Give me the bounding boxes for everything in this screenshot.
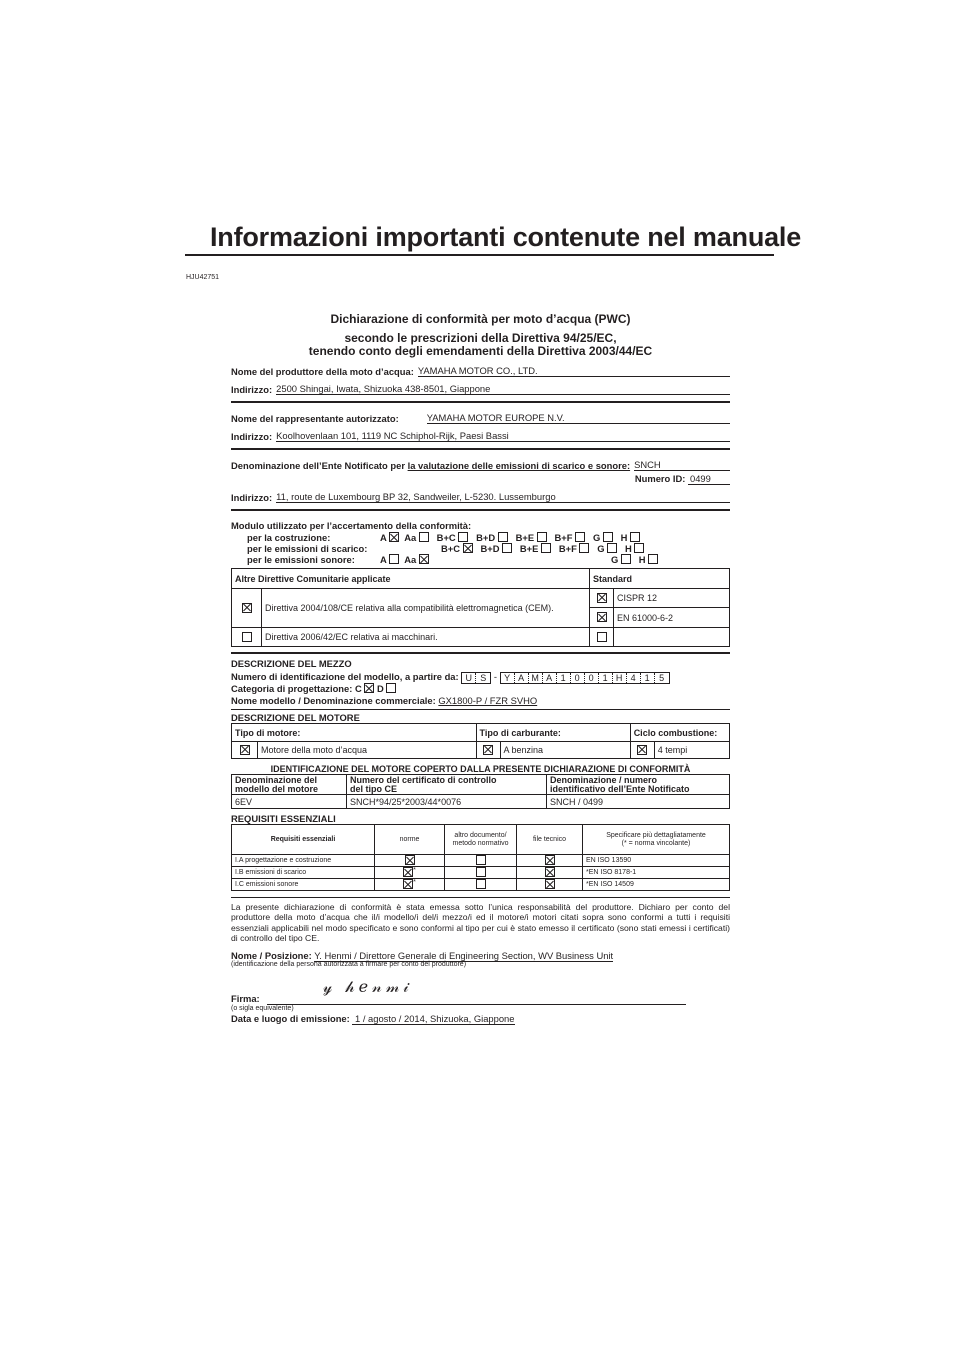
separator — [231, 897, 730, 898]
engine-table: Tipo di motore: Tipo di carburante: Ciclo combustione: Motore della moto d’acqua A benzina 4 tempi — [231, 723, 730, 759]
checkbox-checked — [597, 593, 607, 603]
signatory-row: Nome / Posizione: Y. Henmi / Direttore Generale di Engineering Section, WV Business Unit — [231, 949, 614, 961]
representative-address-row: Indirizzo: Koolhovenlaan 101, 1119 NC Schiphol-Rijk, Paesi Bassi — [231, 430, 730, 442]
separator — [231, 401, 730, 403]
checkbox-checked — [545, 867, 555, 877]
checkbox-empty — [476, 867, 486, 877]
checkbox-empty — [537, 532, 547, 542]
other-directives-table: Altre Direttive Comunitarie applicate Standard Direttiva 2004/108/CE relativa alla compatibilità elettromagnetica (CEM). CISPR 12 EN 61000-6-2 Direttiva 2006/42/EC relativa ai macchinari. — [231, 568, 730, 647]
checkbox-checked — [483, 745, 493, 755]
engine-identification-title: IDENTIFICAZIONE DEL MOTORE COPERTO DALLA PRESENTE DICHIARAZIONE DI CONFORMITÀ — [270, 764, 691, 774]
notified-body-address-row: Indirizzo: 11, route de Luxembourg BP 32, Sandweiler, L-5230. Lussemburgo — [231, 491, 730, 503]
vehicle-id-row: Numero di identificazione del modello, a partire da: U S - Y A M A 1 0 0 1 H 4 1 5 — [231, 670, 730, 683]
checkbox-empty — [498, 532, 508, 542]
essential-requirements-title: REQUISITI ESSENZIALI — [231, 813, 336, 824]
checkbox-empty — [634, 543, 644, 553]
checkbox-empty — [579, 543, 589, 553]
checkbox-empty — [458, 532, 468, 542]
engine-identification-table: Denominazione del modello del motore Numero del certificato di controllo del tipo CE Denominazione / numero identificativo dell’Ente Notificato 6EV SNCH*94/25*2003/44*0076 SNCH / 0499 — [231, 774, 730, 809]
separator — [231, 448, 730, 450]
checkbox-empty — [502, 543, 512, 553]
declaration-subtitle: secondo le prescrizioni della Direttiva 94/25/EC, tenendo conto degli emendamenti della Direttiva 2003/44/EC — [308, 331, 653, 358]
notified-body-address: 11, route de Luxembourg BP 32, Sandweiler, L-5230. Lussemburgo — [276, 491, 730, 503]
checkbox-checked — [389, 532, 399, 542]
signature-row: Firma: 𝓎 𝒽𝑒𝓃𝓂𝒾 — [231, 993, 730, 1005]
representative-address: Koolhovenlaan 101, 1119 NC Schiphol-Rijk, Paesi Bassi — [276, 430, 730, 442]
representative-name: YAMAHA MOTOR EUROPE N.V. — [427, 412, 730, 424]
checkbox-checked — [545, 879, 555, 889]
separator — [231, 709, 730, 710]
model-name-row: Nome modello / Denominazione commerciale: GX1800-P / FZR SVHO — [231, 695, 538, 706]
page-title: Informazioni importanti contenute nel manuale — [210, 222, 802, 252]
checkbox-empty — [621, 554, 631, 564]
checkbox-checked — [240, 745, 250, 755]
table-row: I.C emissioni sonore * *EN ISO 14509 — [232, 879, 730, 891]
declaration-title: Dichiarazione di conformità per moto d’acqua (PWC) — [330, 312, 631, 326]
checkbox-empty — [607, 543, 617, 553]
checkbox-checked — [242, 603, 252, 613]
issue-date: 1 / agosto / 2014, Shizuoka, Giappone — [352, 1013, 514, 1025]
model-name: GX1800-P / FZR SVHO — [438, 695, 538, 706]
checkbox-empty — [419, 532, 429, 542]
module-exhaust: B+C B+D B+E B+F G H — [441, 543, 644, 554]
issue-date-row: Data e luogo di emissione: 1 / agosto / 2014, Shizuoka, Giappone — [231, 1012, 515, 1024]
module-grid: per la costruzione: per le emissioni di scarico: per le emissioni sonore: A Aa B+C B+D B+E B+F G H B+C B+D B+E B+F G H A Aa G H — [231, 531, 730, 566]
vehicle-title: DESCRIZIONE DEL MEZZO — [231, 658, 352, 669]
conformity-statement: La presente dichiarazione di conformità è stata emessa sotto l’unica responsabilità del produttore. Dichiaro per conto del produttore della moto d’acqua che il/i modello/i del/i mezzo/i ed il motore/i motori citati sopra sono conformi a tutti i requisiti essenziali applicabili nel modo specificato e sono conformi al tipo per cui è stato emesso il certificato (sono stati emessi i certificati) di controllo del tipo CE. — [231, 902, 730, 944]
checkbox-empty — [242, 632, 252, 642]
signatory-name: Y. Henmi / Direttore Generale di Engineering Section, WV Business Unit — [314, 949, 614, 961]
module-construction: A Aa B+C B+D B+E B+F G H — [380, 532, 640, 543]
checkbox-empty — [386, 683, 396, 693]
representative-row: Nome del rappresentante autorizzato: YAMAHA MOTOR EUROPE N.V. — [231, 412, 730, 424]
module-noise-gh: G H — [611, 554, 658, 565]
separator — [231, 509, 730, 511]
separator — [231, 652, 730, 654]
manufacturer-address: 2500 Shingai, Iwata, Shizuoka 438-8501, Giappone — [276, 383, 730, 395]
checkbox-checked — [637, 745, 647, 755]
vehicle-id-box-1: U S — [461, 672, 491, 684]
checkbox-checked — [463, 543, 473, 553]
checkbox-empty — [597, 632, 607, 642]
notified-body: SNCH — [634, 459, 730, 471]
signatory-note: (identificazione della persona autorizzata a firmare per conto del produttore) — [231, 960, 467, 968]
manufacturer-address-row: Indirizzo: 2500 Shingai, Iwata, Shizuoka 438-8501, Giappone — [231, 383, 730, 395]
checkbox-empty — [603, 532, 613, 542]
design-category-row: Categoria di progettazione: C D — [231, 683, 730, 695]
declaration — [231, 312, 730, 1024]
checkbox-checked — [597, 612, 607, 622]
manufacturer-row: Nome del produttore della moto d’acqua: YAMAHA MOTOR CO., LTD. — [231, 365, 730, 377]
checkbox-empty — [476, 879, 486, 889]
checkbox-checked — [403, 867, 413, 877]
checkbox-checked — [364, 683, 374, 693]
title-rule — [185, 254, 774, 256]
signature-note: (o sigla equivalente) — [231, 1004, 294, 1012]
checkbox-checked — [419, 554, 429, 564]
notified-body-row — [231, 459, 730, 471]
checkbox-empty — [648, 554, 658, 564]
checkbox-empty — [541, 543, 551, 553]
notified-body-label: Denominazione dell’Ente Notificato per la valutazione delle emissioni di scarico e sonore: — [231, 460, 631, 471]
signature: 𝓎 𝒽𝑒𝓃𝓂𝒾 — [323, 976, 413, 996]
essential-requirements-table: Requisiti essenziali norme altro documento/ metodo normativo file tecnico Specificare più dettagliatamente (* = norma vincolante) I.A progettazione e costruzione EN ISO 13590 I.B emissioni di scarico * *EN ISO 8178-1 I.C emissioni sonore * *EN ISO 14509 — [231, 824, 730, 891]
manufacturer-name: YAMAHA MOTOR CO., LTD. — [418, 365, 730, 377]
notified-body-id-row: Numero ID: 0499 — [231, 473, 730, 485]
notified-body-id: 0499 — [688, 473, 730, 485]
table-row: I.B emissioni di scarico * *EN ISO 8178-1 — [232, 867, 730, 879]
checkbox-checked — [545, 855, 555, 865]
checkbox-empty — [575, 532, 585, 542]
module-noise-a: A Aa — [380, 554, 429, 565]
signature-line — [267, 1004, 686, 1005]
checkbox-empty — [389, 554, 399, 564]
engine-title: DESCRIZIONE DEL MOTORE — [231, 712, 360, 723]
vehicle-id-box-2: Y A M A 1 0 0 1 H 4 1 5 — [500, 672, 670, 684]
checkbox-empty — [630, 532, 640, 542]
document-code: HJU42751 — [186, 274, 220, 281]
module-title: Modulo utilizzato per l’accertamento della conformità: — [231, 520, 472, 531]
checkbox-checked — [403, 879, 413, 889]
table-row: I.A progettazione e costruzione EN ISO 13590 — [232, 855, 730, 867]
checkbox-checked — [405, 855, 415, 865]
checkbox-empty — [476, 855, 486, 865]
